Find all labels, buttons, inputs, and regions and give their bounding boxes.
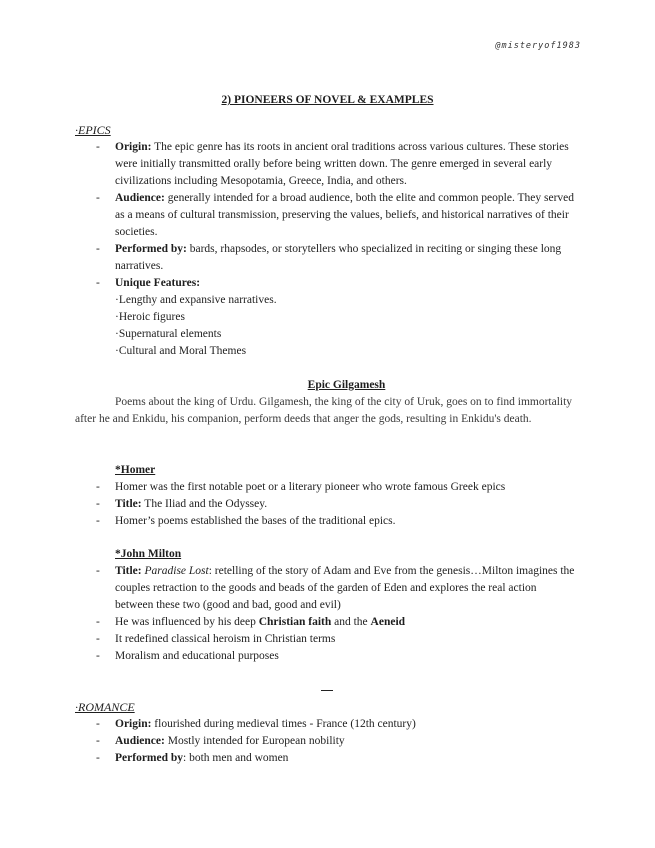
item-label: Unique Features: <box>115 277 201 289</box>
item-text: : both men and women <box>183 752 289 764</box>
item-text: generally intended for a broad audience, both the elite and common people. They served as a means of cultural transmission, preserving the values, beliefs, and historical narratives of their societies. <box>115 192 575 238</box>
milton-section <box>0 546 655 665</box>
section-divider <box>321 690 333 691</box>
item-label: Performed by: <box>115 243 187 255</box>
item-label: Audience: <box>115 735 165 747</box>
item-text: He was influenced by his deep <box>115 616 259 628</box>
author-handle: @misteryof1983 <box>495 41 581 51</box>
item-text: Homer’s poems established the bases of the traditional epics. <box>115 515 396 527</box>
item-text: : retelling of the story of Adam and Eve from the genesis…Milton imagines the couples retraction to the goods and beads of the garden of Eden and explores the real action between these two (good and bad, good and evil) <box>115 565 575 611</box>
item-text: Homer was the first notable poet or a literary pioneer who wrote famous Greek epics <box>115 481 506 493</box>
item-text: The Iliad and the Odyssey. <box>141 498 268 510</box>
item-text: and the <box>331 616 371 628</box>
page-title: 2) PIONEERS OF NOVEL & EXAMPLES <box>221 94 434 106</box>
item-text: Moralism and educational purposes <box>115 650 279 662</box>
feature-item: ·Supernatural elements <box>115 328 222 340</box>
list-item <box>0 614 655 631</box>
item-text: bards, rhapsodes, or storytellers who specialized in reciting or singing these long narratives. <box>115 243 562 272</box>
item-label: Title: <box>115 565 142 577</box>
list-item <box>0 479 655 496</box>
work-title: Paradise Lost <box>144 565 209 577</box>
romance-section <box>0 716 655 767</box>
list-item <box>0 241 655 275</box>
gilgamesh-section <box>0 377 655 428</box>
romance-list <box>0 716 655 767</box>
item-label: Origin: <box>115 141 152 153</box>
list-item <box>0 631 655 648</box>
item-label: Origin: <box>115 718 152 730</box>
item-text: Mostly intended for European nobility <box>164 735 345 747</box>
list-item <box>0 190 655 241</box>
list-item <box>0 275 655 292</box>
gilgamesh-paragraph: Poems about the king of Urdu. Gilgamesh, the king of the city of Uruk, goes on to find immortality after he and Enkidu, his companion, perform deeds that anger the gods, resulting in Enkidu's death. <box>75 396 573 425</box>
list-item <box>0 496 655 513</box>
list-item <box>0 733 655 750</box>
epics-list <box>0 139 655 292</box>
emphasis-text: Aeneid <box>370 616 406 628</box>
feature-item: ·Cultural and Moral Themes <box>115 345 247 357</box>
list-item <box>0 750 655 767</box>
homer-heading: *Homer <box>115 464 156 476</box>
item-label: Audience: <box>115 192 165 204</box>
list-item <box>0 513 655 530</box>
section-heading-romance: ·ROMANCE <box>75 700 135 714</box>
item-label: Title: <box>115 498 142 510</box>
list-item <box>0 139 655 190</box>
item-text: flourished during medieval times - France (12th century) <box>151 718 416 730</box>
homer-section <box>0 462 655 530</box>
homer-list <box>0 479 655 530</box>
milton-heading: *John Milton <box>115 548 182 560</box>
feature-item: ·Lengthy and expansive narratives. <box>115 294 277 306</box>
item-label: Performed by <box>115 752 184 764</box>
item-text: It redefined classical heroism in Christian terms <box>115 633 336 645</box>
epics-section <box>0 139 655 360</box>
list-item <box>0 716 655 733</box>
list-item <box>0 648 655 665</box>
gilgamesh-heading: Epic Gilgamesh <box>307 379 386 391</box>
section-heading-epics: ·EPICS <box>75 123 111 137</box>
item-text: The epic genre has its roots in ancient oral traditions across various cultures. These stories were initially transmitted orally before being written down. The genre emerged in several early civilizations including Mesopotamia, Greece, India, and others. <box>115 141 569 187</box>
list-item <box>0 563 655 614</box>
emphasis-text: Christian faith <box>258 616 332 628</box>
feature-item: ·Heroic figures <box>115 311 185 323</box>
milton-list <box>0 563 655 665</box>
